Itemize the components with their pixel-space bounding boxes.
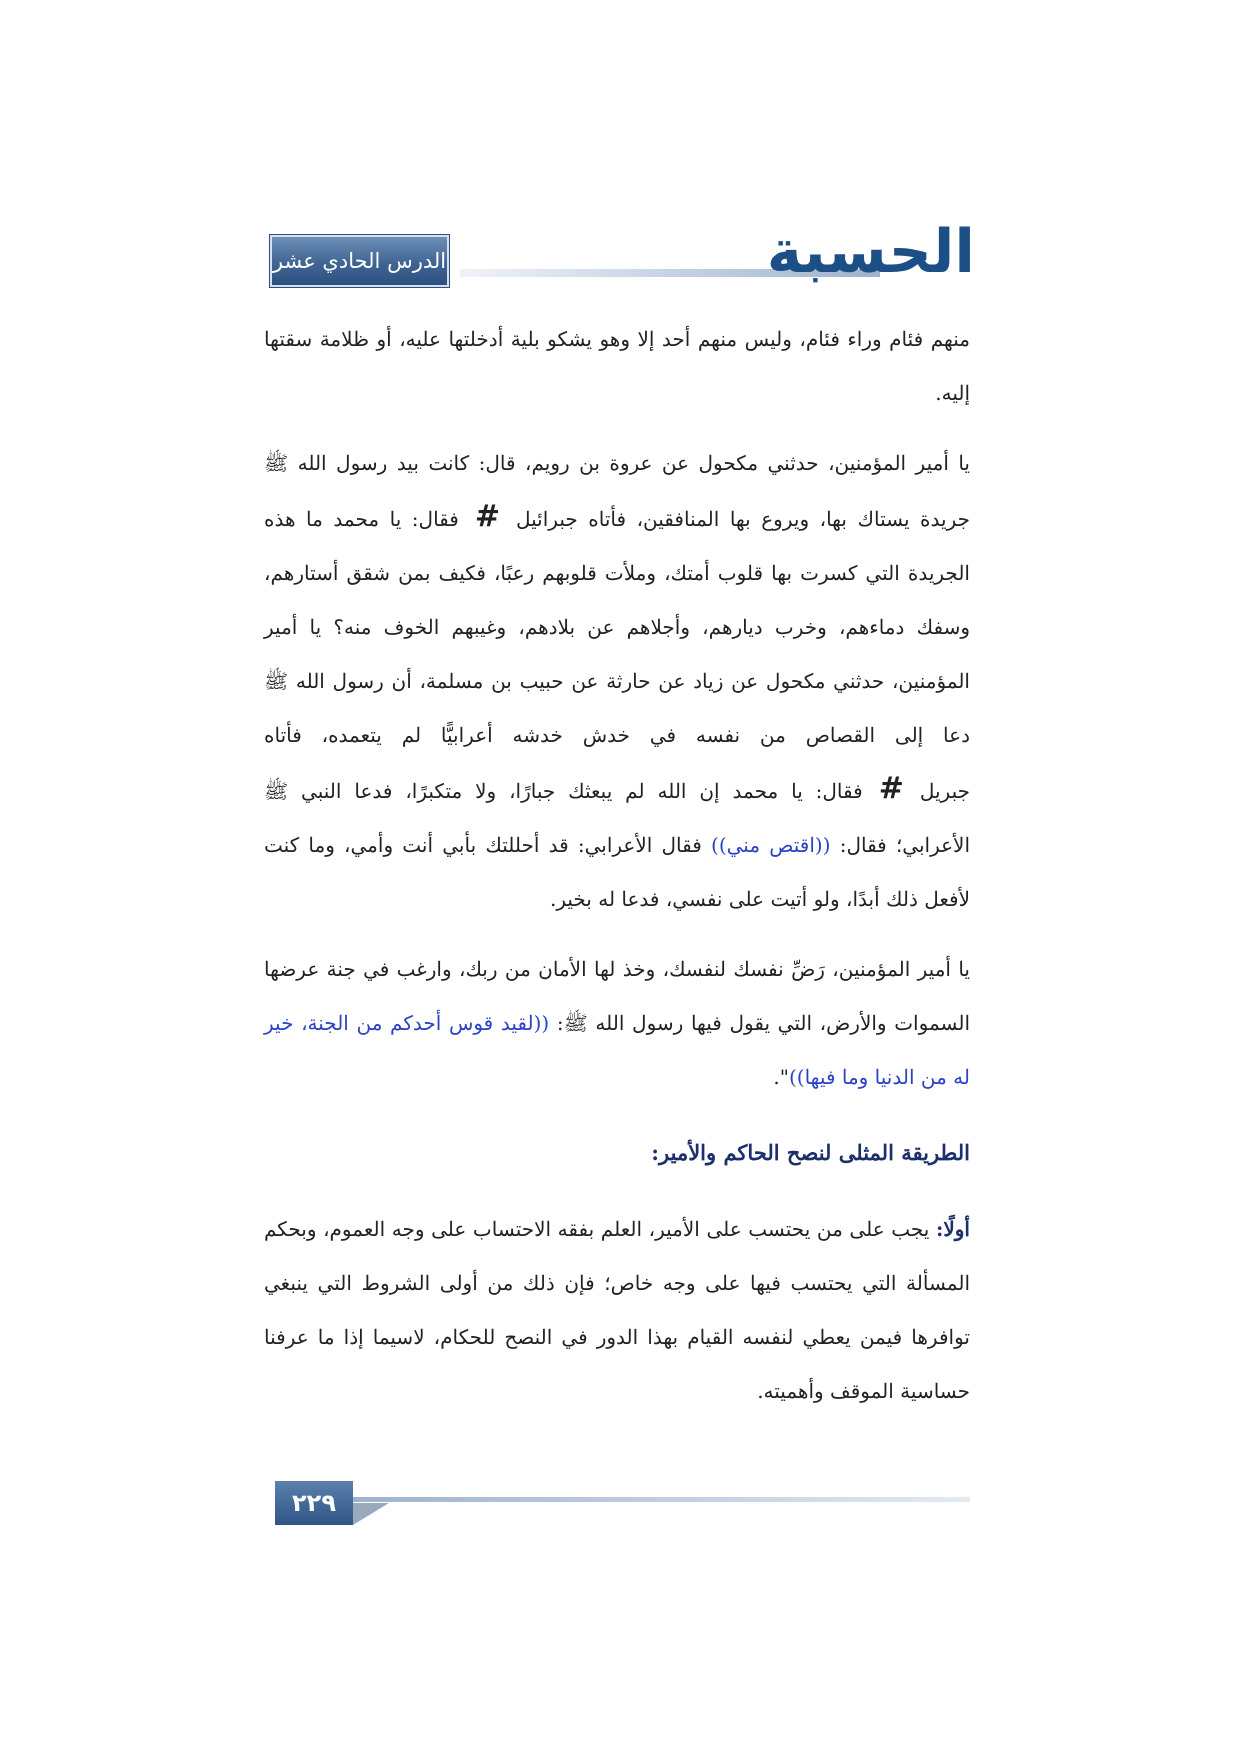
page-number: ٢٢٩ [275, 1481, 353, 1525]
hash-mark: # [878, 771, 904, 806]
paragraph [264, 1202, 970, 1418]
footer-wedge [353, 1503, 389, 1525]
paragraph-text: فقال الأعرابي: قد أحللتك بأبي أنت وأمي، وما كنت لأفعل ذلك أبدًا، ولو أتيت على نفسي، فدعا له بخير. [264, 833, 970, 911]
hadith-quote: ((اقتص مني)) [711, 833, 831, 857]
page-footer [275, 1481, 970, 1525]
paragraph-text: ". [773, 1065, 789, 1089]
paragraph [264, 312, 970, 420]
paragraph [264, 942, 970, 1104]
paragraph-text: يجب على من يحتسب على الأمير، العلم بفقه الاحتساب على وجه العموم، وبحكم المسألة التي يحتسب فيها على وجه خاص؛ فإن ذلك من أولى الشروط التي ينبغي توافرها فيمن يعطي لنفسه القيام بهذا الدور في النصح للحكام، لاسيما إذا ما عرفنا حساسية الموقف وأهميته. [264, 1217, 970, 1403]
footer-rule [353, 1497, 970, 1502]
section-heading: الطريقة المثلى لنصح الحاكم والأمير: [651, 1140, 970, 1165]
hash-mark: # [474, 499, 500, 534]
page-header [270, 217, 975, 287]
paragraph-text: يا أمير المؤمنين، حدثني مكحول عن عروة بن رويم، قال: كانت بيد رسول الله ﷺ جريدة يستاك بها، ويروع بها المنافقين، فأتاه جبرائيل [264, 451, 970, 531]
point-label: أولًا: [935, 1217, 970, 1241]
paragraph-text: منهم فئام وراء فئام، وليس منهم أحد إلا وهو يشكو بلية أدخلتها عليه، أو ظلامة سقتها إليه. [264, 327, 970, 405]
hadith-quote: ((لقيد قوس أحدكم من الجنة، خير له من الدنيا وما فيها)) [264, 1011, 970, 1089]
paragraph-text: يا أمير المؤمنين، رَضِّ نفسك لنفسك، وخذ لها الأمان من ربك، وارغب في جنة عرضها السموات والأرض، التي يقول فيها رسول الله ﷺ: [264, 957, 970, 1035]
paragraph-text: فقال: يا محمد إن الله لم يبعثك جبارًا، ولا متكبرًا، فدعا النبي ﷺ الأعرابي؛ فقال: [264, 779, 971, 857]
book-title: الحسبة [766, 217, 975, 287]
lesson-badge: الدرس الحادي عشر [270, 235, 449, 287]
paragraph [264, 436, 970, 926]
paragraph-text: فقال: يا محمد ما هذه الجريدة التي كسرت بها قلوب أمتك، وملأت قلوبهم رعبًا، فكيف بمن شقق أستارهم، وسفك دماءهم، وخرب ديارهم، وأجلاهم عن بلادهم، وغيبهم الخوف منه؟ يا أمير المؤمنين، حدثني مكحول عن زياد عن حارثة عن حبيب بن مسلمة، أن رسول الله ﷺ دعا إلى القصاص من نفسه في خدش خدشه أعرابيًّا لم يتعمده، فأتاه جبريل [264, 507, 970, 803]
page-body [264, 312, 970, 1434]
